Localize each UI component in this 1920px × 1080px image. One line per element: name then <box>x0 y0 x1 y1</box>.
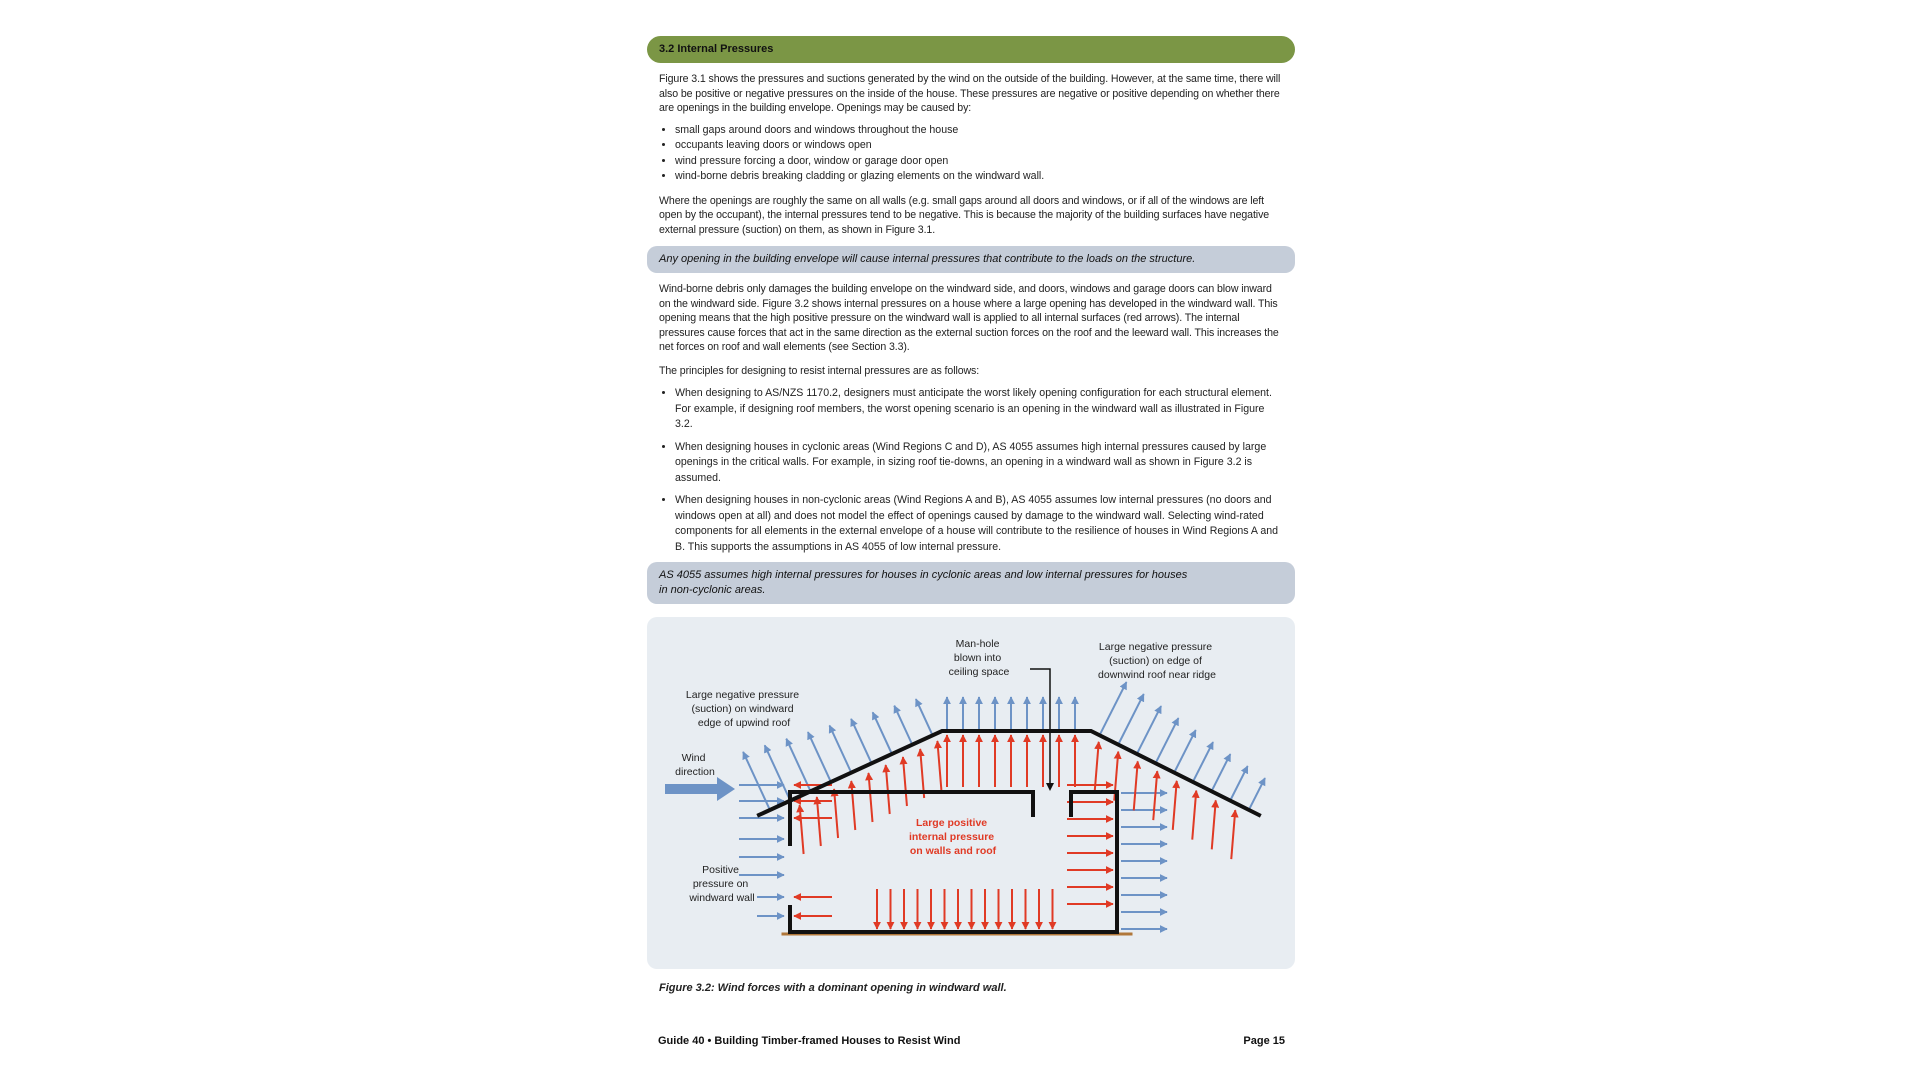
suction-arrow <box>916 699 932 734</box>
list-item: • wind-borne debris breaking cladding or glazing elements on the windward wall. <box>675 169 1283 185</box>
paragraph-3: Wind-borne debris only damages the building envelope on the windward side, and doors, windows and garage doors can blow inward on the windward side. Figure 3.2 shows internal pressures on a house where a large opening has developed in the windward wall. This opening means that the high positive pressure on the windward wall is applied to all internal surfaces (red arrows). The internal pressures cause forces that act in the same direction as the external suction forces on the roof and the leeward wall. This increases the net forces on roof and wall elements (see Section 3.3). <box>659 283 1279 353</box>
internal-pressure-arrow <box>903 757 907 806</box>
paragraph-4: The principles for designing to resist internal pressures are as follows: <box>659 364 980 377</box>
list-item: • wind pressure forcing a door, window or garage door open <box>675 154 1283 170</box>
suction-arrow <box>1231 766 1248 799</box>
callout-openings: Any opening in the building envelope will cause internal pressures that contribute to the loads on the structure. <box>647 246 1295 273</box>
internal-pressure-arrow <box>800 805 804 854</box>
callout-line-1: AS 4055 assumes high internal pressures for houses in cyclonic areas and low internal pressures for houses <box>659 569 1188 581</box>
internal-pressure-arrow <box>869 773 873 822</box>
wind-forces-diagram <box>647 617 1295 969</box>
page-number: Page 15 <box>1243 1035 1285 1047</box>
internal-pressure-arrow <box>1192 791 1196 840</box>
label-positive-pressure: Positive pressure on windward wall <box>689 864 755 904</box>
document-page <box>647 36 1295 994</box>
internal-pressure-arrow <box>1231 810 1235 859</box>
list-item: • When designing houses in cyclonic areas (Wind Regions C and D), AS 4055 assumes high internal pressures caused by large openings in the critical walls. For example, in sizing roof tie-downs, an opening in a windward wall as shown in Figure 3.2 is assumed. <box>675 440 1283 487</box>
section-title: 3.2 Internal Pressures <box>647 36 1295 63</box>
internal-pressure-arrow <box>1095 742 1099 791</box>
label-internal-pressure: Large positive internal pressure on walls and roof <box>908 817 997 857</box>
page-footer <box>658 1035 1285 1047</box>
suction-arrow <box>1175 730 1196 771</box>
suction-arrow <box>830 726 851 772</box>
suction-arrow <box>808 732 830 780</box>
internal-pressure-arrow <box>1173 781 1177 830</box>
label-wind-direction: Wind direction <box>675 752 715 778</box>
design-principles-list <box>659 386 1283 555</box>
suction-arrow <box>765 745 790 799</box>
roof <box>759 731 1259 815</box>
callout-line-2: in non-cyclonic areas. <box>659 584 766 596</box>
internal-pressure-arrow <box>817 797 821 846</box>
internal-pressure-arrow <box>1212 800 1216 849</box>
footer-title: Guide 40 • Building Timber-framed Houses to Resist Wind <box>658 1035 961 1047</box>
list-item: • When designing to AS/NZS 1170.2, designers must anticipate the worst likely opening configuration for each structural element. For example, if designing roof members, the worst opening scenario is an opening in the windward wall as illustrated in Figure 3.2. <box>675 386 1283 433</box>
suction-arrow <box>1156 718 1178 762</box>
list-item: • occupants leaving doors or windows open <box>675 138 1283 154</box>
list-item: • small gaps around doors and windows throughout the house <box>675 123 1283 139</box>
suction-arrow <box>743 752 769 808</box>
internal-pressure-arrows <box>794 735 1235 929</box>
suction-arrow <box>1119 694 1144 743</box>
internal-pressure-arrow <box>834 789 838 838</box>
internal-pressure-arrow <box>1134 761 1138 810</box>
opening-causes-list <box>659 123 1283 185</box>
label-downwind-suction: Large negative pressure (suction) on edge of downwind roof near ridge <box>1098 641 1216 681</box>
suction-arrow <box>1250 778 1265 808</box>
internal-pressure-arrow <box>851 781 855 830</box>
suction-arrow <box>894 706 911 743</box>
callout-as4055 <box>647 562 1295 604</box>
internal-pressure-arrow <box>886 765 890 814</box>
internal-pressure-arrow <box>937 741 941 790</box>
figure-3-2 <box>647 617 1295 969</box>
suction-arrow <box>786 739 810 790</box>
internal-pressure-arrow <box>1153 771 1157 820</box>
paragraph-1: Figure 3.1 shows the pressures and suctions generated by the wind on the outside of the building. However, at the same time, there will also be positive or negative pressures on the inside of the house. These pressures are negative or positive depending on whether there are openings in the building envelope. Openings may be caused by: <box>659 73 1281 114</box>
wind-direction-arrow <box>665 777 735 801</box>
label-upwind-suction: Large negative pressure (suction) on windward edge of upwind roof <box>685 689 800 729</box>
suction-arrow <box>1100 682 1126 734</box>
suction-arrow <box>1194 742 1213 780</box>
figure-caption: Figure 3.2: Wind forces with a dominant opening in windward wall. <box>659 982 1007 994</box>
suction-arrow <box>851 719 871 762</box>
label-manhole: Man-hole blown into ceiling space <box>948 638 1010 678</box>
house-structure <box>759 731 1259 934</box>
list-item: • When designing houses in non-cyclonic areas (Wind Regions A and B), AS 4055 assumes low internal pressures (no doors and windows open at all) and does not model the effect of openings caused by damage to the windward wall. Selecting wind-rated components for all elements in the external envelope of a house will contribute to the resilience of houses in Wind Regions A and B. This supports the assumptions in AS 4055 of low internal pressure. <box>675 493 1283 555</box>
paragraph-2: Where the openings are roughly the same on all walls (e.g. small gaps around all doors and windows, or if all of the windows are left open by the occupant), the internal pressures tend to be negative. This is because the majority of the building surfaces have negative external pressure (suction) on them, as shown in Figure 3.1. <box>659 194 1270 236</box>
suction-arrow <box>873 712 891 752</box>
manhole-pointer-head <box>1046 783 1054 791</box>
suction-arrow <box>1138 706 1161 752</box>
suction-arrow <box>1212 754 1230 790</box>
